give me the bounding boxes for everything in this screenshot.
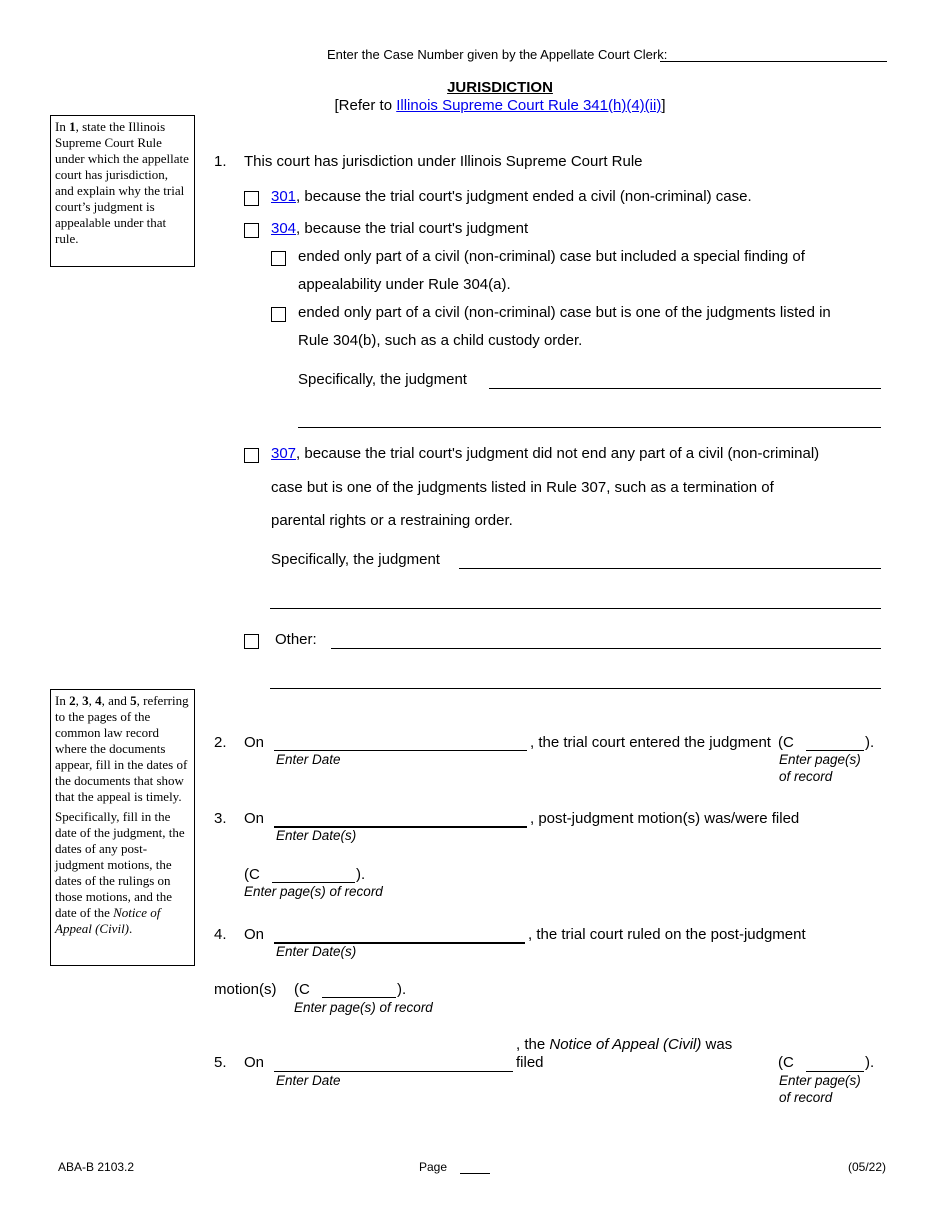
- form-id: ABA-B 2103.2: [58, 1160, 135, 1174]
- option-304a-line2: appealability under Rule 304(a).: [298, 276, 511, 293]
- specifically-304-field-2[interactable]: [298, 427, 881, 428]
- other-field-2[interactable]: [270, 688, 881, 689]
- other-field-1[interactable]: [331, 648, 881, 649]
- page-title: JURISDICTION: [447, 79, 553, 96]
- checkbox-307[interactable]: [244, 448, 259, 463]
- option-301: 301, because the trial court's judgment ended a civil (non-criminal) case.: [271, 188, 752, 205]
- item-3-date-hint: Enter Date(s): [276, 828, 357, 843]
- checkbox-304[interactable]: [244, 223, 259, 238]
- item-5-on: On: [244, 1054, 265, 1071]
- item-2-page-hint-1: Enter page(s): [779, 752, 861, 767]
- option-304a-line1: ended only part of a civil (non-criminal) case but included a special finding of: [298, 248, 805, 265]
- item-5-c-open: (C: [778, 1054, 794, 1071]
- item-2-text: , the trial court entered the judgment: [530, 734, 771, 751]
- item-2-number: 2.: [214, 734, 227, 751]
- item-5-text-c: filed: [516, 1054, 544, 1071]
- item-4-page-hint: Enter page(s) of record: [294, 1000, 433, 1015]
- item-5-date-hint: Enter Date: [276, 1073, 341, 1088]
- option-304b-line1: ended only part of a civil (non-criminal) case but is one of the judgments listed in: [298, 304, 831, 321]
- item-4-date-hint: Enter Date(s): [276, 944, 357, 959]
- checkbox-304a[interactable]: [271, 251, 286, 266]
- item-3-c-open: (C: [244, 866, 260, 883]
- specifically-307-label: Specifically, the judgment: [271, 551, 440, 568]
- specifically-307-field-1[interactable]: [459, 568, 881, 569]
- case-number-field[interactable]: [660, 61, 887, 62]
- item-5-page-hint-2: of record: [779, 1090, 833, 1105]
- case-number-label: Enter the Case Number given by the Appellate Court Clerk:: [327, 47, 668, 62]
- item-2-c-close: ).: [865, 734, 875, 751]
- checkbox-304b[interactable]: [271, 307, 286, 322]
- item-3-c-close: ).: [356, 866, 366, 883]
- instructions-box-1: In 1, state the Illinois Supreme Court Rule under which the appellate court has jurisdiction, and explain why the trial court’s judgment is appealable under that rule.: [50, 115, 195, 267]
- item-4-motions: motion(s): [214, 981, 277, 998]
- item-5-number: 5.: [214, 1054, 227, 1071]
- form-version: (05/22): [848, 1160, 887, 1174]
- item-4-text: , the trial court ruled on the post-judgment: [528, 926, 806, 943]
- option-307-line3: parental rights or a restraining order.: [271, 512, 513, 529]
- rule-304-link[interactable]: 304: [271, 220, 297, 237]
- rule-307-link[interactable]: 307: [271, 445, 297, 462]
- item-5-c-close: ).: [865, 1054, 875, 1071]
- item-2-on: On: [244, 734, 265, 751]
- specifically-304-field-1[interactable]: [489, 388, 881, 389]
- item-4-number: 4.: [214, 926, 227, 943]
- instructions-box-2: In 2, 3, 4, and 5, referring to the pages of the common law record where the documents appear, fill in the dates of the documents that show that the appeal is timely. Specifically, fill in the date of the judgment, the dates of any post-judgment motions, the dates of the rulings on those motions, and the date of the Notice of Appeal (Civil).: [50, 689, 195, 966]
- page-number-field[interactable]: [460, 1173, 490, 1174]
- item-5-page-hint-1: Enter page(s): [779, 1073, 861, 1088]
- item-2-page-hint-2: of record: [779, 769, 833, 784]
- item-4-page-field[interactable]: [322, 997, 396, 998]
- specifically-304-label: Specifically, the judgment: [298, 371, 467, 388]
- item-5-text-a: , the Notice of Appeal (Civil) was: [516, 1036, 733, 1053]
- item-3-text: , post-judgment motion(s) was/were filed: [530, 810, 800, 827]
- item-4-c-close: ).: [397, 981, 407, 998]
- item-4-c-open: (C: [294, 981, 310, 998]
- option-307-line1: 307, because the trial court's judgment did not end any part of a civil (non-criminal): [271, 445, 820, 462]
- item-1-number: 1.: [214, 153, 227, 170]
- specifically-307-field-2[interactable]: [270, 608, 881, 609]
- rule-341-link[interactable]: Illinois Supreme Court Rule 341(h)(4)(ii): [396, 97, 662, 114]
- option-304: 304, because the trial court's judgment: [271, 220, 529, 237]
- rule-301-link[interactable]: 301: [271, 188, 297, 205]
- option-304b-line2: Rule 304(b), such as a child custody order.: [298, 332, 583, 349]
- checkbox-other[interactable]: [244, 634, 259, 649]
- item-1-text: This court has jurisdiction under Illinois Supreme Court Rule: [244, 153, 643, 170]
- item-3-on: On: [244, 810, 265, 827]
- item-3-page-hint: Enter page(s) of record: [244, 884, 383, 899]
- rule-reference: [Refer to Illinois Supreme Court Rule 341(h)(4)(ii)]: [334, 97, 666, 114]
- item-2-date-hint: Enter Date: [276, 752, 341, 767]
- item-4-on: On: [244, 926, 265, 943]
- item-3-number: 3.: [214, 810, 227, 827]
- item-2-c-open: (C: [778, 734, 794, 751]
- option-307-line2: case but is one of the judgments listed in Rule 307, such as a termination of: [271, 479, 774, 496]
- other-label: Other:: [275, 631, 317, 648]
- checkbox-301[interactable]: [244, 191, 259, 206]
- page-label: Page: [419, 1160, 448, 1174]
